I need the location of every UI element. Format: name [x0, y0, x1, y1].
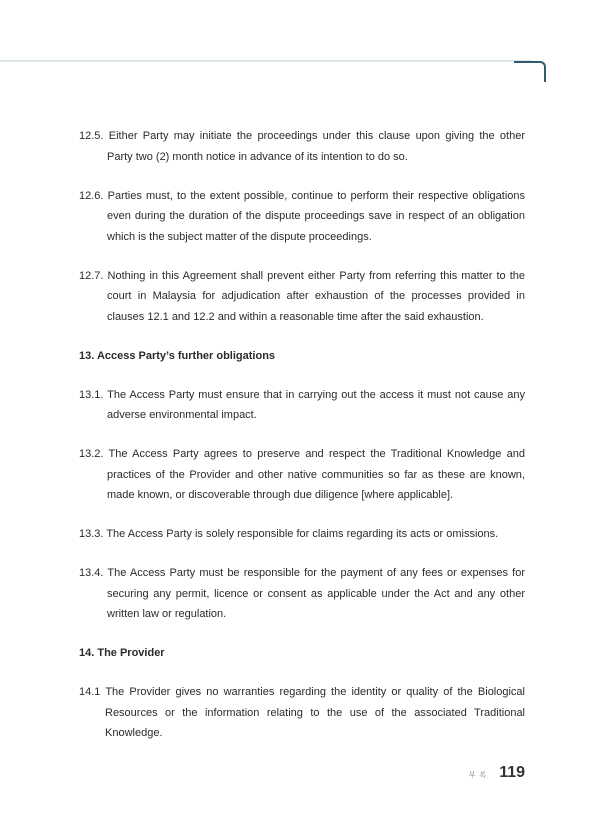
clause-line: court in Malaysia for adjudication after exhaustion of the processes provided in	[107, 290, 525, 302]
header-rule	[0, 60, 533, 62]
clause-line: made known, or discoverable through due diligence [where applicable].	[107, 489, 454, 501]
clause-line: even during the duration of the dispute proceedings save in respect of an obligation	[107, 210, 525, 222]
clause-line: adverse environmental impact.	[107, 409, 257, 421]
clause-13-1	[79, 385, 525, 426]
document-body	[79, 126, 525, 762]
clause-line: which is the subject matter of the dispute proceedings.	[107, 230, 372, 243]
clause-line: clauses 12.1 and 12.2 and within a reasonable time after the said exhaustion.	[107, 310, 484, 323]
clause-line: 13.3. The Access Party is solely responsible for claims regarding its acts or omissions.	[79, 528, 499, 540]
clause-line: securing any permit, licence or consent as applicable under the Act and any other	[107, 587, 525, 600]
clause-line: Resources or the information relating to the use of the associated Traditional	[105, 706, 525, 719]
clause-line: 12.5. Either Party may initiate the proceedings under this clause upon giving the other	[79, 130, 525, 142]
clause-12-7	[79, 266, 525, 328]
clause-line: 12.7. Nothing in this Agreement shall prevent either Party from referring this matter to the	[79, 269, 525, 282]
clause-line: practices of the Provider and other native communities so far as these are known,	[107, 468, 525, 481]
clause-line: 14.1 The Provider gives no warranties regarding the identity or quality of the Biological	[79, 686, 525, 698]
page-footer	[469, 764, 525, 782]
clause-13-4	[79, 563, 525, 625]
clause-line: 13.2. The Access Party agrees to preserve and respect the Traditional Knowledge and	[79, 448, 525, 460]
clause-12-5	[79, 126, 525, 167]
clause-12-6	[79, 186, 525, 248]
clause-line: Knowledge.	[105, 727, 163, 739]
clause-13-2	[79, 444, 525, 506]
clause-line: 12.6. Parties must, to the extent possible, continue to perform their respective obligations	[79, 189, 525, 202]
section-heading-14: 14. The Provider	[79, 647, 165, 659]
section-heading-13: 13. Access Party’s further obligations	[79, 349, 276, 362]
clause-14-1	[79, 682, 525, 744]
footer-label: 부 록	[468, 772, 488, 779]
clause-line: written law or regulation.	[107, 608, 227, 620]
clause-line: 13.4. The Access Party must be responsible for the payment of any fees or expenses for	[79, 567, 525, 579]
header-corner-mark	[514, 61, 546, 82]
clause-line: 13.1. The Access Party must ensure that in carrying out the access it must not cause any	[79, 388, 525, 401]
clause-line: Party two (2) month notice in advance of its intention to do so.	[107, 150, 408, 163]
clause-13-3	[79, 524, 525, 545]
page-number: 119	[499, 764, 525, 781]
